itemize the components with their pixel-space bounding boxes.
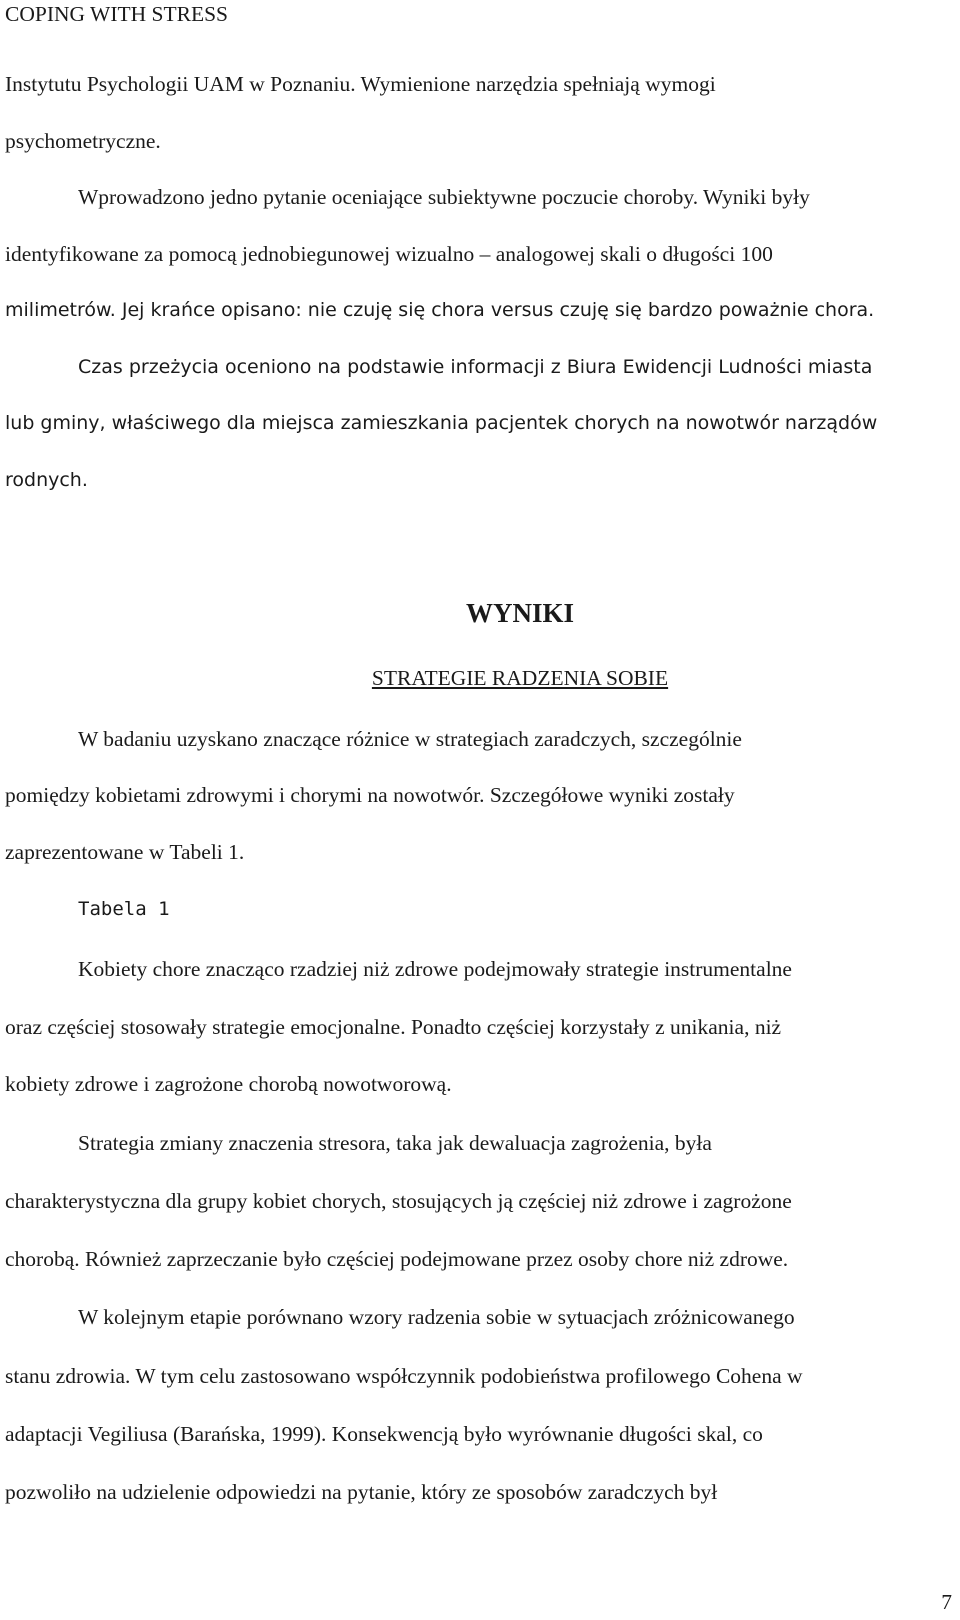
text-line: Kobiety chore znacząco rzadziej niż zdrowe podejmowały strategie instrumentalne (78, 957, 792, 981)
text-line: milimetrów. Jej krańce opisano: nie czuję się chora versus czuję się bardzo poważnie chora. (5, 299, 875, 321)
text-line: identyfikowane za pomocą jednobiegunowej wizualno – analogowej skali o długości 100 (5, 242, 773, 266)
text-line: W badaniu uzyskano znaczące różnice w strategiach zaradczych, szczególnie (78, 727, 742, 751)
text-line: pozwoliło na udzielenie odpowiedzi na pytanie, który ze sposobów zaradczych był (5, 1480, 718, 1504)
text-line: kobiety zdrowe i zagrożone chorobą nowotworową. (5, 1072, 452, 1096)
text-line: lub gminy, właściwego dla miejsca zamieszkania pacjentek chorych na nowotwór narządów (5, 412, 878, 434)
page-number: 7 (941, 1590, 952, 1614)
text-line: Strategia zmiany znaczenia stresora, taka jak dewaluacja zagrożenia, była (78, 1131, 712, 1155)
text-line: oraz częściej stosowały strategie emocjonalne. Ponadto częściej korzystały z unikania, niż (5, 1015, 782, 1039)
text-line: charakterystyczna dla grupy kobiet chorych, stosujących ją częściej niż zdrowe i zagrożone (5, 1189, 792, 1213)
text-line: zaprezentowane w Tabeli 1. (5, 840, 245, 864)
text-line: Wprowadzono jedno pytanie oceniające subiektywne poczucie choroby. Wyniki były (78, 185, 810, 209)
table-caption: Tabela 1 (78, 898, 170, 920)
running-head: COPING WITH STRESS (5, 2, 228, 26)
text-line: W kolejnym etapie porównano wzory radzenia sobie w sytuacjach zróżnicowanego (78, 1305, 795, 1329)
text-line: rodnych. (5, 469, 88, 491)
results-heading: WYNIKI (465, 598, 574, 628)
text-line: psychometryczne. (5, 129, 161, 153)
text-line: chorobą. Również zaprzeczanie było częściej podejmowane przez osoby chore niż zdrowe. (5, 1247, 789, 1271)
text-line: Czas przeżycia oceniono na podstawie informacji z Biura Ewidencji Ludności miasta (78, 356, 873, 378)
text-line: stanu zdrowia. W tym celu zastosowano współczynnik podobieństwa profilowego Cohena w (5, 1364, 803, 1388)
strategies-subheading: STRATEGIE RADZENIA SOBIE (371, 666, 669, 690)
text-line: pomiędzy kobietami zdrowymi i chorymi na nowotwór. Szczegółowe wyniki zostały (5, 783, 735, 807)
text-line: Instytutu Psychologii UAM w Poznaniu. Wymienione narzędzia spełniają wymogi (5, 72, 716, 96)
text-line: adaptacji Vegiliusa (Barańska, 1999). Konsekwencją było wyrównanie długości skal, co (5, 1422, 763, 1446)
